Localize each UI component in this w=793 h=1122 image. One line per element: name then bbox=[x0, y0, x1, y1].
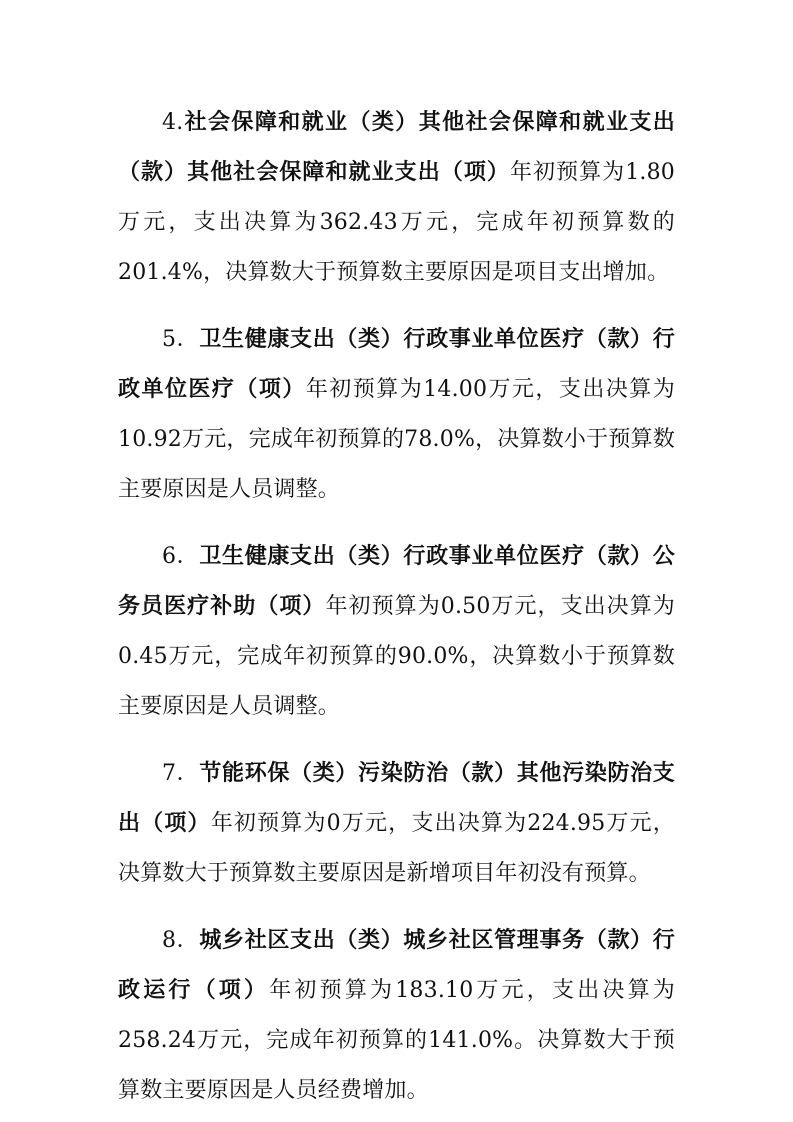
budget-item-6 bbox=[118, 532, 675, 732]
item-text: 年初预算为14.00万元，支出决算为10.92万元，完成年初预算的78.0%，决算数小于预算数主要原因是人员调整。 bbox=[118, 377, 675, 502]
item-heading: 节能环保（类）污染防治（款）其他污染防治支出（项） bbox=[118, 761, 675, 836]
item-number: 8． bbox=[162, 928, 200, 953]
item-text: 年初预算为0万元，支出决算为224.95万元，决算数大于预算数主要原因是新增项目年初没有预算。 bbox=[118, 811, 675, 886]
item-number: 5． bbox=[162, 327, 200, 352]
budget-item-8 bbox=[118, 916, 675, 1116]
item-number: 6． bbox=[162, 544, 200, 569]
item-text: 年初预算为0.50万元，支出决算为0.45万元，完成年初预算的90.0%，决算数小于预算数主要原因是人员调整。 bbox=[118, 594, 675, 719]
item-heading: 城乡社区支出（类）城乡社区管理事务（款）行政运行（项） bbox=[118, 928, 675, 1003]
item-text: 年初预算为183.10万元，支出决算为258.24万元，完成年初预算的141.0%。决算数大于预算数主要原因是人员经费增加。 bbox=[118, 978, 676, 1103]
item-heading: 卫生健康支出（类）行政事业单位医疗（款）行政单位医疗（项） bbox=[118, 327, 675, 402]
item-number: 4. bbox=[162, 110, 184, 135]
item-text: 年初预算为1.80万元，支出决算为362.43万元，完成年初预算数的201.4%，决算数大于预算数主要原因是项目支出增加。 bbox=[118, 160, 675, 285]
budget-item-7 bbox=[118, 749, 675, 899]
item-heading: 卫生健康支出（类）行政事业单位医疗（款）公务员医疗补助（项） bbox=[118, 544, 675, 619]
item-heading: 社会保障和就业（类）其他社会保障和就业支出（款）其他社会保障和就业支出（项） bbox=[118, 110, 675, 185]
item-number: 7． bbox=[162, 761, 200, 786]
budget-item-4 bbox=[118, 98, 675, 298]
budget-item-5 bbox=[118, 315, 675, 515]
